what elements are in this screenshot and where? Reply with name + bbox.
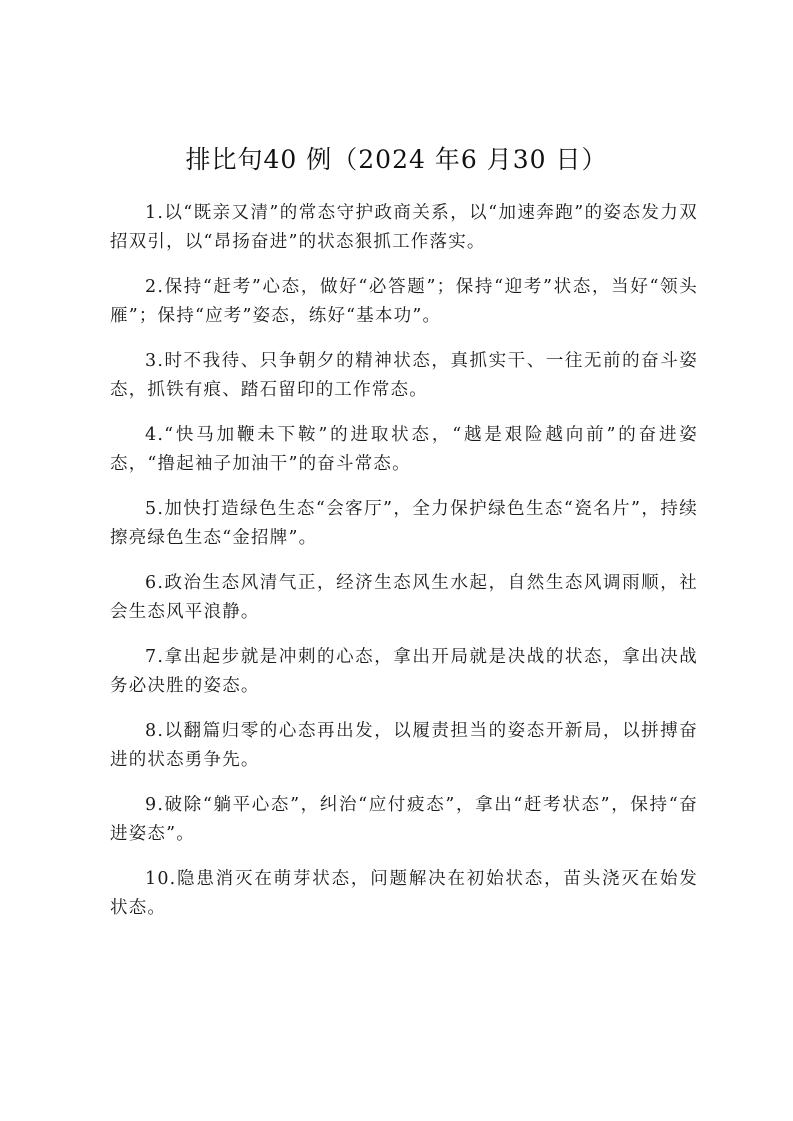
list-item: 8.以翻篇归零的心态再出发，以履责担当的姿态开新局，以拼搏奋进的状态勇争先。	[110, 721, 698, 770]
list-item: 1.以“既亲又清”的常态守护政商关系，以“加速奔跑”的姿态发力双招双引，以“昂扬奋进”的状态狠抓工作落实。	[110, 203, 698, 252]
list-item: 10.隐患消灭在萌芽状态，问题解决在初始状态，苗头浇灭在始发状态。	[110, 869, 698, 918]
list-item: 6.政治生态风清气正，经济生态风生水起，自然生态风调雨顺，社会生态风平浪静。	[110, 573, 698, 622]
list-item: 5.加快打造绿色生态“会客厅”，全力保护绿色生态“瓷名片”，持续擦亮绿色生态“金招牌”。	[110, 499, 698, 548]
document-body	[110, 199, 698, 939]
list-item: 3.时不我待、只争朝夕的精神状态，真抓实干、一往无前的奋斗姿态，抓铁有痕、踏石留印的工作常态。	[110, 351, 698, 400]
page-title: 排比句40 例（2024 年6 月30 日）	[185, 145, 608, 174]
list-item: 2.保持“赶考”心态，做好“必答题”；保持“迎考”状态，当好“领头雁”；保持“应考”姿态，练好“基本功”。	[110, 277, 698, 326]
list-item: 7.拿出起步就是冲刺的心态，拿出开局就是决战的状态，拿出决战务必决胜的姿态。	[110, 647, 698, 696]
list-item: 9.破除“躺平心态”，纠治“应付疲态”，拿出“赶考状态”，保持“奋进姿态”。	[110, 795, 698, 844]
list-item: 4.“快马加鞭未下鞍”的进取状态，“越是艰险越向前”的奋进姿态，“撸起袖子加油干”的奋斗常态。	[110, 425, 698, 474]
